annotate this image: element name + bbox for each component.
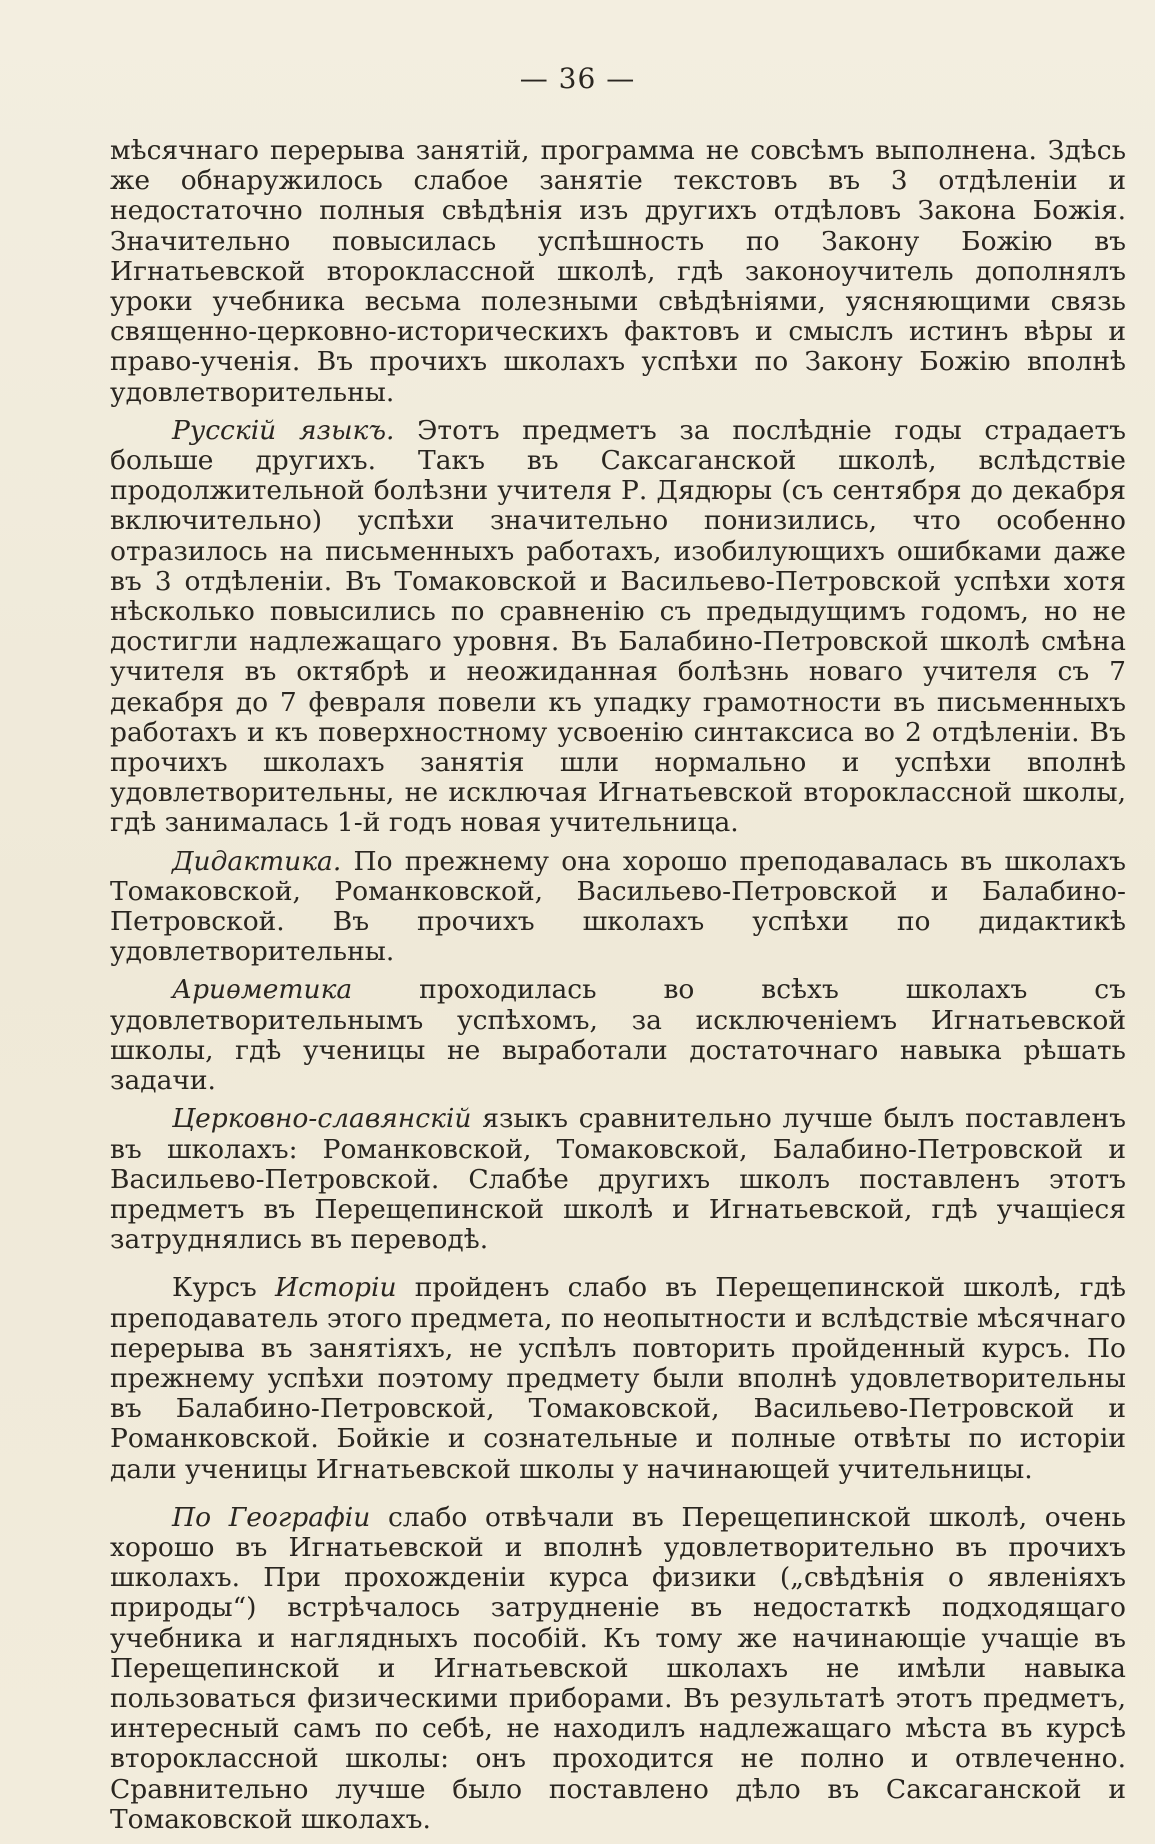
paragraph-heading: Дидактика. (172, 845, 342, 877)
paragraph-geography (110, 1503, 1126, 1835)
paragraph-arithmetic (110, 975, 1126, 1096)
paragraph-text: По прежнему она хорошо преподавалась въ школахъ Томаковской, Романковской, Васильево-Петровской и Балабино-Петровской. Въ прочихъ школахъ успѣхи по дидактикѣ удовлетворительны. (110, 845, 1126, 968)
paragraph-text: Этотъ предметъ за послѣдніе годы страдаетъ больше другихъ. Такъ въ Саксаганской школѣ, вслѣдствіе продолжительной болѣзни учителя Р. Дядюры (съ сентября до декабря включительно) успѣхи значительно понизились, что особенно отразилось на письменныхъ работахъ, изобилующихъ ошибками даже въ 3 отдѣленіи. Въ Томаковской и Васильево-Петровской успѣхи хотя нѣсколько повысились по сравненію съ предыдущимъ годомъ, но не достигли надлежащаго уровня. Въ Балабино-Петровской школѣ смѣна учителя въ октябрѣ и неожиданная болѣзнь новаго учителя съ 7 декабря до 7 февраля повели къ упадку грамотности въ письменныхъ работахъ и къ поверхностному усвоенію синтаксиса во 2 отдѣленіи. Въ прочихъ школахъ занятія шли нормально и успѣхи вполнѣ удовлетворительны, не исключая Игнатьевской второклассной школы, гдѣ занималась 1-й годъ новая учительница. (110, 414, 1126, 839)
paragraph-heading: Церковно-славянскій (172, 1103, 472, 1135)
paragraph-text: проходилась во всѣхъ школахъ съ удовлетворительнымъ успѣхомъ, за исключеніемъ Игнатьевской школы, гдѣ ученицы не выработали достаточнаго навыка рѣшать задачи. (110, 974, 1126, 1097)
paragraph-text: языкъ сравнительно лучше былъ поставленъ въ школахъ: Романковской, Томаковской, Балабино-Петровской и Васильево-Петровской. Слабѣе другихъ школъ поставленъ этотъ предметъ въ Перещепинской школѣ и Игнатьевской, гдѣ учащіеся затруднялись въ переводѣ. (110, 1103, 1126, 1256)
paragraph-prefix: Курсъ (172, 1272, 275, 1304)
page-number: — 36 — (519, 62, 636, 95)
paragraph-heading: Ариѳметика (172, 974, 353, 1006)
paragraph-heading: Русскій языкъ. (172, 414, 395, 446)
paragraph-didactics (110, 847, 1126, 968)
body-text (110, 136, 1126, 1843)
paragraph-text: пройденъ слабо въ Перещепинской школѣ, гдѣ преподаватель этого предмета, по неопытности и вслѣдствіе мѣсячнаго перерыва въ занятіяхъ, не успѣлъ повторить пройденный курсъ. По прежнему успѣхи поэтому предмету были вполнѣ удовлетворительны въ Балабино-Петровской, Томаковской, Васильево-Петровской и Романковской. Бойкіе и сознательные и полные отвѣты по исторіи дали ученицы Игнатьевской школы у начинающей учительницы. (110, 1272, 1126, 1485)
paragraph-text: мѣсячнаго перерыва занятій, программа не совсѣмъ выполнена. Здѣсь же обнаружилось слабое занятіе текстовъ въ 3 отдѣленіи и недостаточно полныя свѣдѣнія изъ другихъ отдѣловъ Закона Божія. Значительно повысилась успѣшность по Закону Божію въ Игнатьевской второклассной школѣ, гдѣ законоучитель дополнялъ уроки учебника весьма полезными свѣдѣніями, уясняющими связь священно-церковно-историческихъ фактовъ и смыслъ истинъ вѣры и право-ученія. Въ прочихъ школахъ успѣхи по Закону Божію вполнѣ удовлетворительны. (110, 135, 1126, 408)
paragraph-church-slavonic (110, 1104, 1126, 1255)
paragraph-russian-language (110, 416, 1126, 839)
paragraph-law-of-god (110, 136, 1126, 408)
paragraph-heading: По Географіи (172, 1501, 371, 1533)
paragraph-heading: Исторіи (274, 1272, 397, 1304)
paragraph-history (110, 1273, 1126, 1484)
paragraph-text: слабо отвѣчали въ Перещепинской школѣ, очень хорошо въ Игнатьевской и вполнѣ удовлетворительно въ прочихъ школахъ. При прохожденіи курса физики („свѣдѣнія о явленіяхъ природы“) встрѣчалось затрудненіе въ недостаткѣ подходящаго учебника и наглядныхъ пособій. Къ тому же начинающіе учащіе въ Перещепинской и Игнатьевской школахъ не имѣли навыка пользоваться физическими приборами. Въ результатѣ этотъ предметъ, интересный самъ по себѣ, не находилъ надлежащаго мѣста въ курсѣ второклассной школы: онъ проходится не полно и отвлеченно. Сравнительно лучше было поставлено дѣло въ Саксаганской и Томаковской школахъ. (110, 1501, 1126, 1835)
